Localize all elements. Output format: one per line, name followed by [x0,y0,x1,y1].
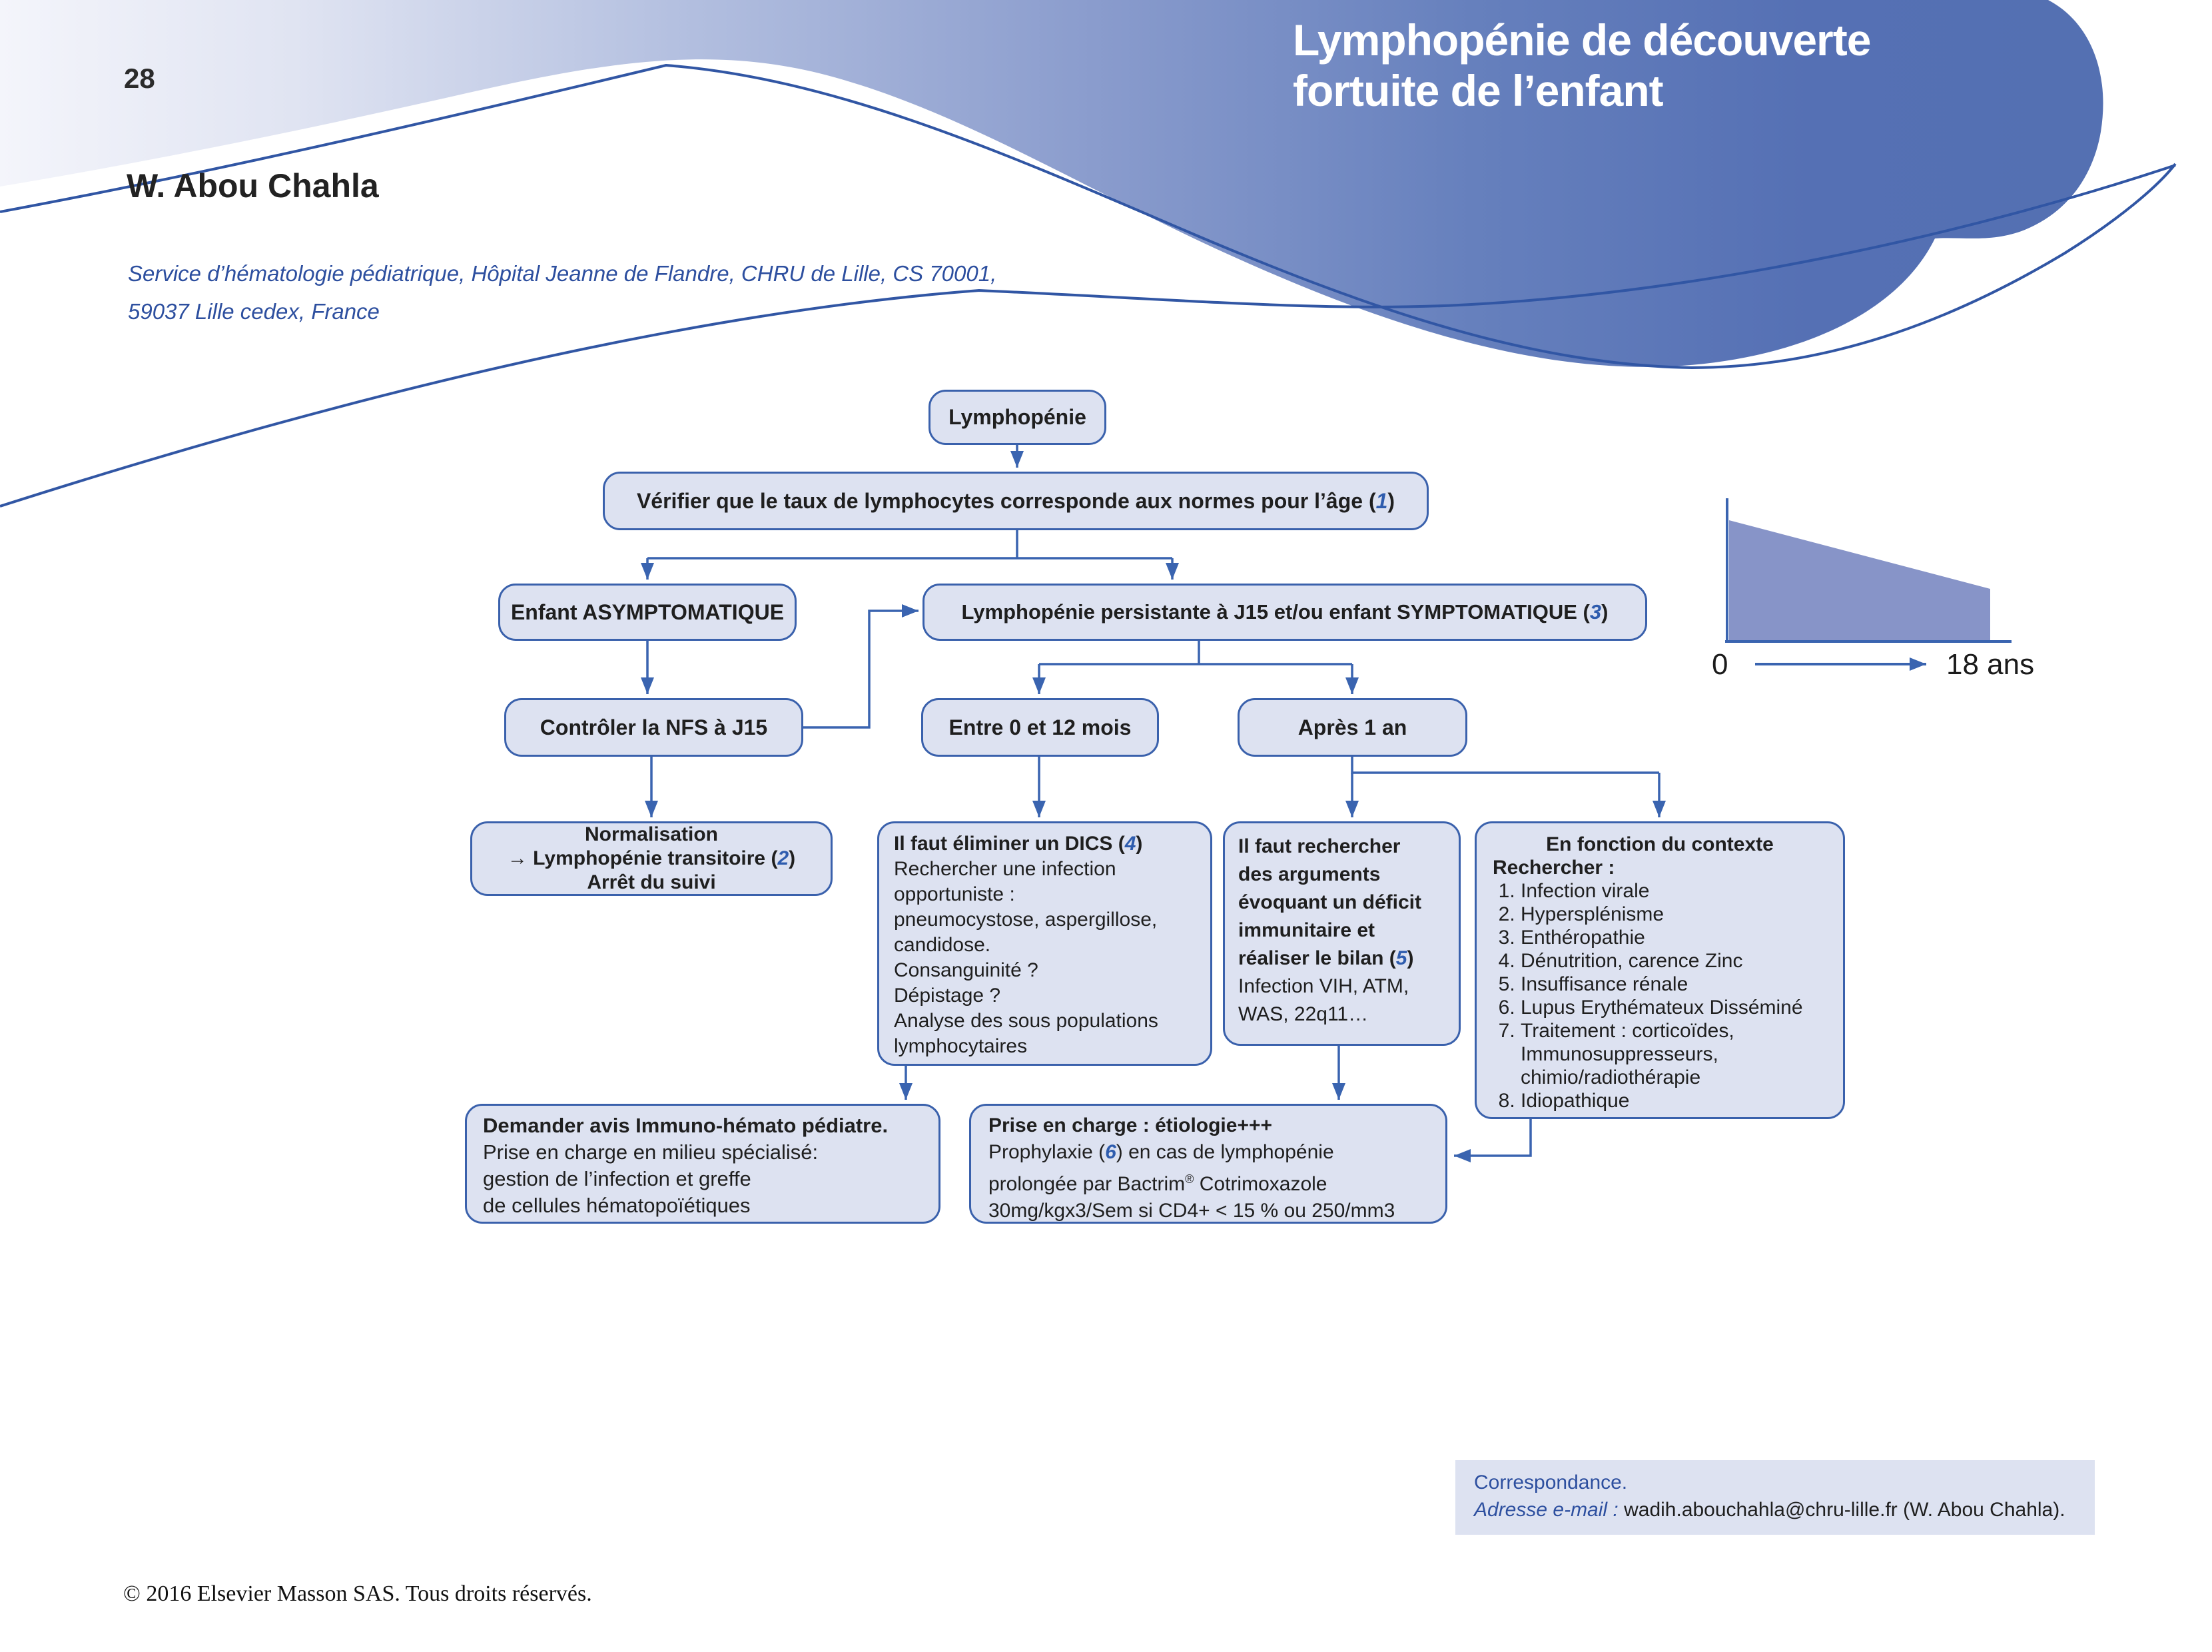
prise-line3-close: Cotrimoxazole [1194,1173,1327,1195]
dics-title [894,831,1196,857]
correspondence-box [1455,1460,2095,1535]
flowchart-box-lymphopenie [928,390,1106,445]
text-line: de cellules hématopoïétiques [483,1194,751,1217]
prise-line2-text: Prophylaxie ( [988,1141,1106,1163]
box-entre-label: Entre 0 et 12 mois [948,715,1132,739]
author-name: W. Abou Chahla [127,167,379,205]
bilan-ref-text: réaliser le bilan ( [1238,947,1396,969]
footnote-ref-1: 1 [1375,488,1388,513]
affiliation-line2: 59037 Lille cedex, France [128,299,380,324]
flowchart-box-deficit-immunitaire-bilan [1223,821,1461,1046]
prise-title: Prise en charge : étiologie+++ [988,1114,1273,1136]
text-line: 4. Dénutrition, carence Zinc [1521,949,1827,973]
correspondence-email-line [1474,1496,2076,1523]
email-label: Adresse e-mail : [1474,1499,1619,1521]
contexte-etiology-list [1493,879,1827,1112]
flowchart-box-en-fonction-du-contexte [1475,821,1845,1119]
demander-body [483,1139,922,1219]
flowchart-box-lymphopenie-persistante [922,584,1647,641]
text-line: opportuniste : [894,883,1015,905]
box-apres-label: Après 1 an [1297,715,1407,739]
age-chart-start-label: 0 [1712,648,1728,681]
normalisation-arrow-text: → Lymphopénie transitoire ( [507,847,778,869]
dics-title-text: Il faut éliminer un DICS ( [894,833,1125,855]
text-line: 3. Enthéropathie [1521,926,1827,949]
prise-line3 [988,1166,1428,1198]
text-line: 2. Hypersplénisme [1521,903,1827,926]
text-line: Prise en charge en milieu spécialisé: [483,1140,819,1164]
text-line: des arguments [1238,863,1381,885]
text-line: pneumocystose, aspergillose, [894,909,1158,931]
connector-apres-split [1352,757,1659,773]
box-verifier-text: Vérifier que le taux de lymphocytes corresponde aux normes pour l’âge ( [636,488,1376,513]
flowchart-box-avis-immuno-hemato [465,1104,940,1224]
bilan-body [1238,973,1445,1029]
document-title-line2: fortuite de l’enfant [1293,66,1663,115]
flowchart-box-enfant-asymptomatique [498,584,797,641]
arrow-controler-to-persistante-elbow [803,611,919,727]
text-line: candidose. [894,934,991,956]
text-line: Analyse des sous populations [894,1010,1158,1032]
flowchart-box-controler-nfs [504,698,803,757]
text-line: lymphocytaires [894,1035,1028,1057]
age-chart-end-label: 18 ans [1946,648,2035,681]
normalisation-line2 [508,847,795,871]
footnote-ref-2: 2 [777,847,789,869]
document-title-line1: Lymphopénie de découverte [1293,15,1871,65]
box-persist-close: ) [1601,600,1609,623]
bilan-ref-line [1238,945,1445,973]
flowchart-box-normalisation [470,821,833,896]
flowchart-box-entre-0-12-mois [921,698,1159,757]
footnote-ref-6: 6 [1105,1141,1116,1163]
correspondence-title: Correspondance. [1474,1471,1628,1493]
normalisation-line3: Arrêt du suivi [587,871,716,893]
text-line: Rechercher une infection [894,858,1116,880]
normalisation-line1: Normalisation [584,823,719,845]
box-controler-label: Contrôler la NFS à J15 [540,715,768,739]
text-line: 5. Insuffisance rénale [1521,973,1827,996]
affiliation-line1: Service d’hématologie pédiatrique, Hôpital Jeanne de Flandre, CHRU de Lille, CS 70001, [128,261,997,286]
text-line: gestion de l’infection et greffe [483,1167,751,1190]
flowchart-box-eliminer-dics [877,821,1212,1066]
text-line: Infection VIH, ATM, [1238,975,1409,997]
dics-title-close: ) [1136,833,1143,855]
footnote-ref-4: 4 [1124,833,1136,855]
normalisation-line2-close: ) [789,847,796,869]
box-persist-text: Lymphopénie persistante à J15 et/ou enfant SYMPTOMATIQUE ( [961,600,1590,623]
text-line: 7. Traitement : corticoïdes, Immunosuppresseurs, chimio/radiothérapie [1521,1019,1827,1089]
box-verifier-close: ) [1387,488,1395,513]
box-persist-label [962,600,1609,624]
footnote-ref-3: 3 [1589,600,1602,623]
text-line: 6. Lupus Erythémateux Disséminé [1521,996,1827,1019]
dics-body [894,857,1196,1059]
text-line: WAS, 22q11… [1238,1003,1369,1025]
connector-persistante-split [1039,641,1352,664]
box-lymphopenie-label: Lymphopénie [948,405,1086,429]
text-line: Dépistage ? [894,985,1001,1007]
flowchart-box-apres-1-an [1238,698,1467,757]
prise-line3-text: prolongée par Bactrim [988,1173,1186,1195]
arrow-contexte-to-prise-elbow [1454,1119,1531,1156]
bilan-bold-lines [1238,833,1445,945]
flowchart-box-prise-en-charge [969,1104,1447,1224]
contexte-subtitle: Rechercher : [1493,857,1615,879]
page-number: 28 [124,63,155,94]
footnote-ref-5: 5 [1395,947,1407,969]
box-asympt-label: Enfant ASYMPTOMATIQUE [510,600,785,624]
text-line: immunitaire et [1238,919,1375,941]
prise-line4: 30mg/kgx3/Sem si CD4+ < 15 % ou 250/mm3 [988,1200,1395,1222]
text-line: Il faut rechercher [1238,835,1401,857]
connector-verifier-split [647,530,1172,558]
box-verifier-label [637,489,1395,514]
age-chart-area [1729,520,1990,640]
text-line: 8. Idiopathique [1521,1089,1827,1112]
registered-trademark-symbol: ® [1185,1172,1194,1186]
text-line: 1. Infection virale [1521,879,1827,903]
demander-title: Demander avis Immuno-hémato pédiatre. [483,1114,889,1137]
text-line: Consanguinité ? [894,959,1038,981]
contexte-title: En fonction du contexte [1546,833,1774,855]
text-line: évoquant un déficit [1238,891,1422,913]
copyright-notice: © 2016 Elsevier Masson SAS. Tous droits réservés. [123,1581,592,1606]
bilan-ref-close: ) [1407,947,1414,969]
prise-line2-close: ) en cas de lymphopénie [1116,1141,1334,1163]
email-address: wadih.abouchahla@chru-lille.fr (W. Abou Chahla). [1624,1499,2065,1521]
flowchart-box-verifier-normes [603,472,1429,530]
age-decline-chart [1692,480,2065,699]
prise-line2 [988,1139,1428,1166]
